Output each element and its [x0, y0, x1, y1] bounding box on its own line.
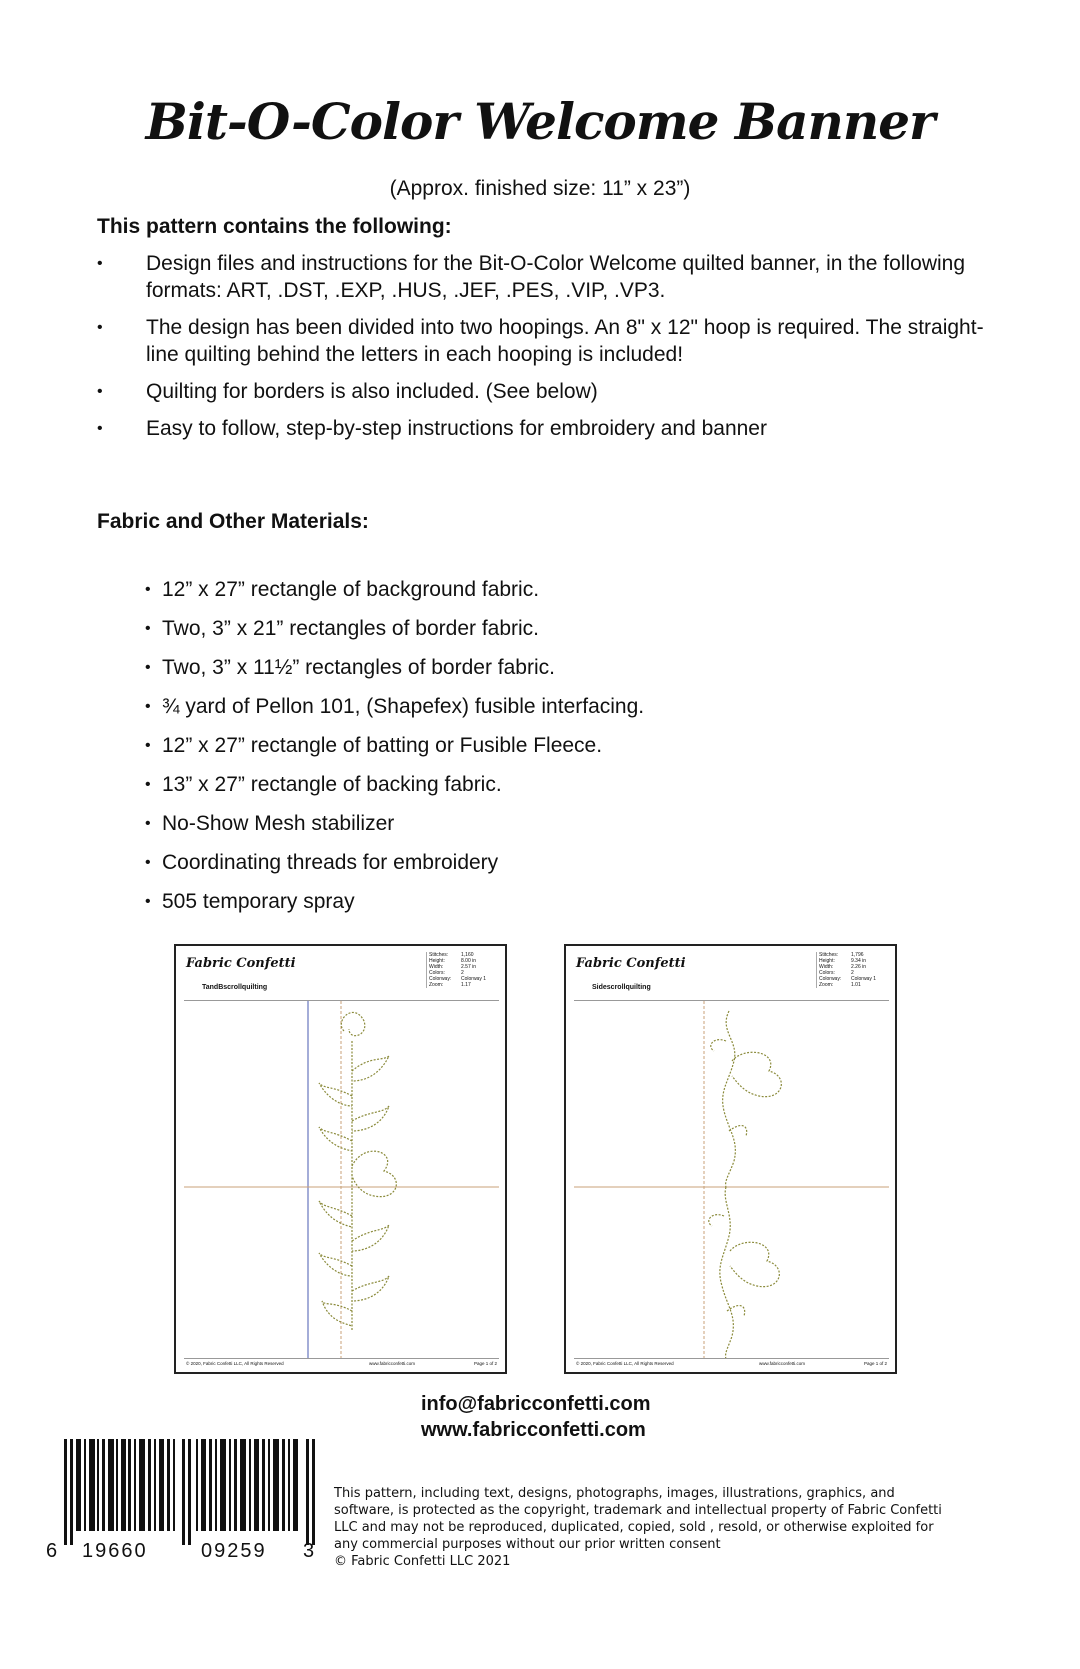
finished-size-subtitle: (Approx. finished size: 11” x 23”) — [389, 177, 691, 200]
sheet-design-name: Sidescrollquilting — [592, 984, 651, 991]
pattern-title: Bit-O-Color Welcome Banner — [145, 92, 935, 151]
materials-item: • 505 temporary spray — [145, 888, 644, 927]
stat-value: 1.17 — [461, 982, 471, 988]
contents-item: • Design files and instructions for the Bit-O-Color Welcome quilted banner, in the following formats: ART, .DST, .EXP, .HUS, .JEF, .PES, .VIP, .VP3. — [97, 250, 997, 304]
sheet-brand: Fabric Confetti — [576, 956, 686, 971]
stat-value: 9.34 in — [851, 958, 867, 964]
footer-website: www.fabricconfetti.com — [369, 1361, 416, 1366]
stat-label: Colorway: — [819, 976, 842, 982]
sheet-stats — [816, 952, 889, 988]
stat-value: 2 — [461, 970, 464, 976]
copyright-notice — [334, 1485, 954, 1570]
footer-page: Page 1 of 2 — [473, 1361, 497, 1366]
materials-item: • Two, 3” x 21” rectangles of border fabric. — [145, 615, 644, 654]
materials-item: • ¾ yard of Pellon 101, (Shapefex) fusible interfacing. — [145, 693, 644, 732]
contents-item: • The design has been divided into two hoopings. An 8" x 12" hoop is required. The straight-line quilting behind the letters in each hooping is included! — [97, 314, 997, 368]
barcode-digits-left: 19660 — [82, 1540, 148, 1562]
footer-copyright: © 2020, Fabric Confetti LLC, All Rights Reserved — [186, 1361, 284, 1366]
sheet-design-name: TandBscrollquilting — [202, 984, 268, 991]
stat-label: Stitches: — [819, 952, 839, 958]
contents-item: • Easy to follow, step-by-step instructions for embroidery and banner — [97, 415, 997, 442]
stat-value: 2.57 in — [461, 964, 477, 970]
stat-value: Colorway 1 — [851, 976, 877, 982]
contents-heading: This pattern contains the following: — [97, 215, 452, 238]
contents-item: • Quilting for borders is also included. (See below) — [97, 378, 997, 405]
sheet-header — [574, 952, 889, 1001]
contact-email[interactable]: info@fabricconfetti.com — [421, 1393, 651, 1415]
footer-website: www.fabricconfetti.com — [759, 1361, 806, 1366]
sheet-header — [184, 952, 499, 1001]
stat-value: 8.00 in — [461, 958, 477, 964]
stat-label: Height: — [819, 958, 835, 964]
stat-label: Zoom: — [429, 982, 444, 988]
stat-label: Colors: — [819, 970, 835, 976]
stat-value: 1,796 — [851, 952, 864, 958]
stat-value: 1.01 — [851, 982, 861, 988]
scroll-quilting-preview — [574, 1001, 889, 1359]
materials-heading: Fabric and Other Materials: — [97, 510, 369, 533]
stat-label: Height: — [429, 958, 445, 964]
materials-item: • 12” x 27” rectangle of batting or Fusible Fleece. — [145, 732, 644, 771]
materials-item: • Coordinating threads for embroidery — [145, 849, 644, 888]
barcode-digits-right: 09259 — [201, 1540, 267, 1562]
stat-label: Colors: — [429, 970, 445, 976]
materials-list — [145, 576, 644, 927]
scroll-motif — [709, 1011, 782, 1359]
copyright-text: This pattern, including text, designs, photographs, images, illustrations, graphics, and software, is protected as the copyright, trademark and intellectual property of Fabric Confetti LLC and may not be reproduced, duplicated, copied, sold , resold, or otherwise exploited for any commercial purposes without our prior written consent — [334, 1486, 942, 1552]
sheet-stats — [426, 952, 499, 988]
sheet-footer — [184, 1358, 499, 1368]
scroll-motif — [319, 1012, 396, 1331]
footer-copyright: © 2020, Fabric Confetti LLC, All Rights Reserved — [576, 1361, 674, 1366]
sheet-footer — [574, 1358, 889, 1368]
scroll-quilting-preview — [184, 1001, 499, 1359]
stat-label: Zoom: — [819, 982, 834, 988]
copyright-line: © Fabric Confetti LLC 2021 — [334, 1554, 511, 1569]
materials-item: • No-Show Mesh stabilizer — [145, 810, 644, 849]
design-sheet-tandb — [174, 944, 507, 1374]
barcode-image — [64, 1439, 318, 1545]
materials-item: • 13” x 27” rectangle of backing fabric. — [145, 771, 644, 810]
stat-value: 1,160 — [461, 952, 474, 958]
stat-label: Stitches: — [429, 952, 449, 958]
materials-item: • 12” x 27” rectangle of background fabric. — [145, 576, 644, 615]
sheet-brand: Fabric Confetti — [186, 956, 296, 971]
stat-value: Colorway 1 — [461, 976, 487, 982]
stat-label: Width: — [429, 964, 444, 970]
stat-value: 2.26 in — [851, 964, 867, 970]
contact-website[interactable]: www.fabricconfetti.com — [421, 1419, 646, 1441]
stat-label: Width: — [819, 964, 834, 970]
stat-value: 2 — [851, 970, 854, 976]
barcode-digit-last: 3 — [303, 1540, 317, 1562]
contents-list — [97, 250, 997, 452]
footer-page: Page 1 of 2 — [863, 1361, 887, 1366]
materials-item: • Two, 3” x 11½” rectangles of border fabric. — [145, 654, 644, 693]
barcode-digit-first: 6 — [46, 1540, 60, 1562]
design-sheet-side — [564, 944, 897, 1374]
stat-label: Colorway: — [429, 976, 452, 982]
